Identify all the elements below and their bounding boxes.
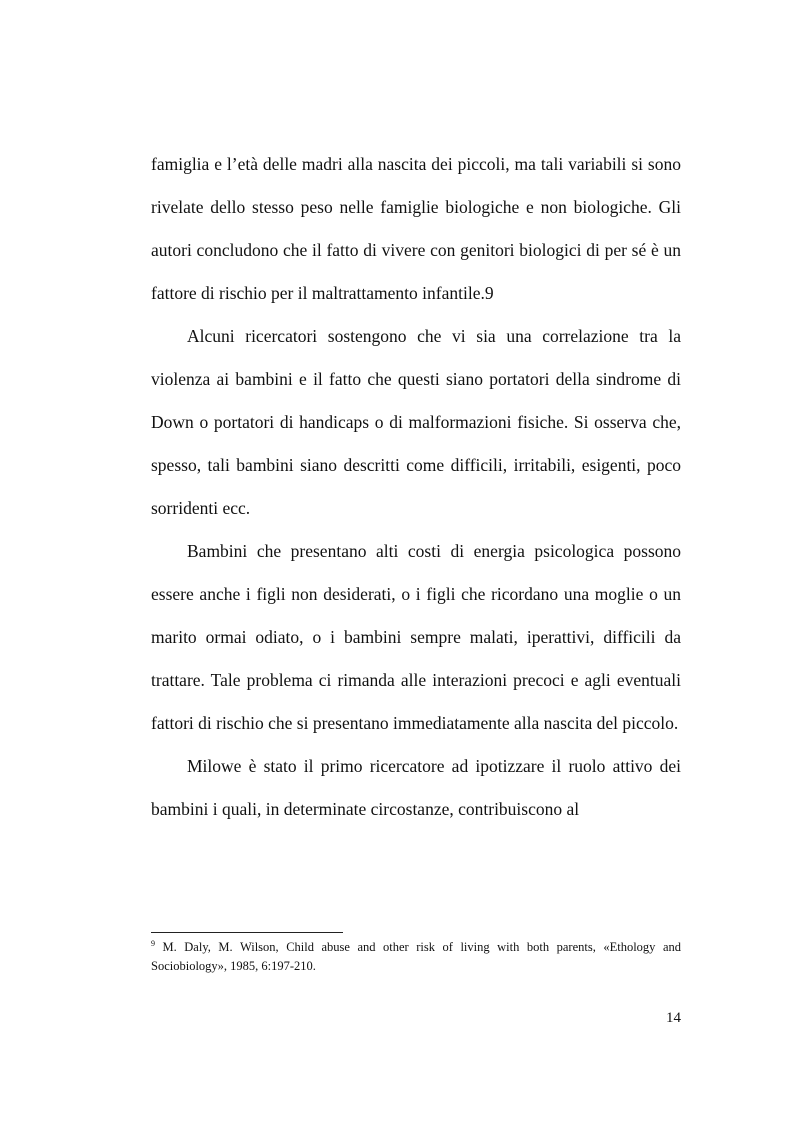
page-number: 14: [666, 1010, 681, 1026]
paragraph-1: famiglia e l’età delle madri alla nascita dei piccoli, ma tali variabili si sono rivelate dello stesso peso nelle famiglie biologiche e non biologiche. Gli autori concludono che il fatto di vivere con genitori biologici di per sé è un fattore di rischio per il maltrattamento infantile.9: [151, 154, 681, 303]
paragraph-3: Bambini che presentano alti costi di energia psicologica possono essere anche i figli non desiderati, o i figli che ricordano una moglie o un marito ormai odiato, o i bambini sempre malati, iperattivi, difficili da trattare. Tale problema ci rimanda alle interazioni precoci e agli eventuali fattori di rischio che si presentano immediatamente alla nascita del piccolo.: [151, 541, 681, 733]
footnote: [151, 938, 681, 976]
footnote-text: M. Daly, M. Wilson, Child abuse and other risk of living with both parents, «Ethology and Sociobiology», 1985, 6:197-210.: [151, 940, 681, 973]
footnote-separator: [151, 932, 343, 933]
paragraph-4: Milowe è stato il primo ricercatore ad ipotizzare il ruolo attivo dei bambini i quali, in determinate circostanze, contribuiscono al: [151, 756, 681, 819]
paragraph-2: Alcuni ricercatori sostengono che vi sia una correlazione tra la violenza ai bambini e il fatto che questi siano portatori della sindrome di Down o portatori di handicaps o di malformazioni fisiche. Si osserva che, spesso, tali bambini siano descritti come difficili, irritabili, esigenti, poco sorridenti ecc.: [151, 326, 681, 518]
body-text: [151, 143, 681, 831]
footnote-marker: 9: [151, 939, 155, 948]
